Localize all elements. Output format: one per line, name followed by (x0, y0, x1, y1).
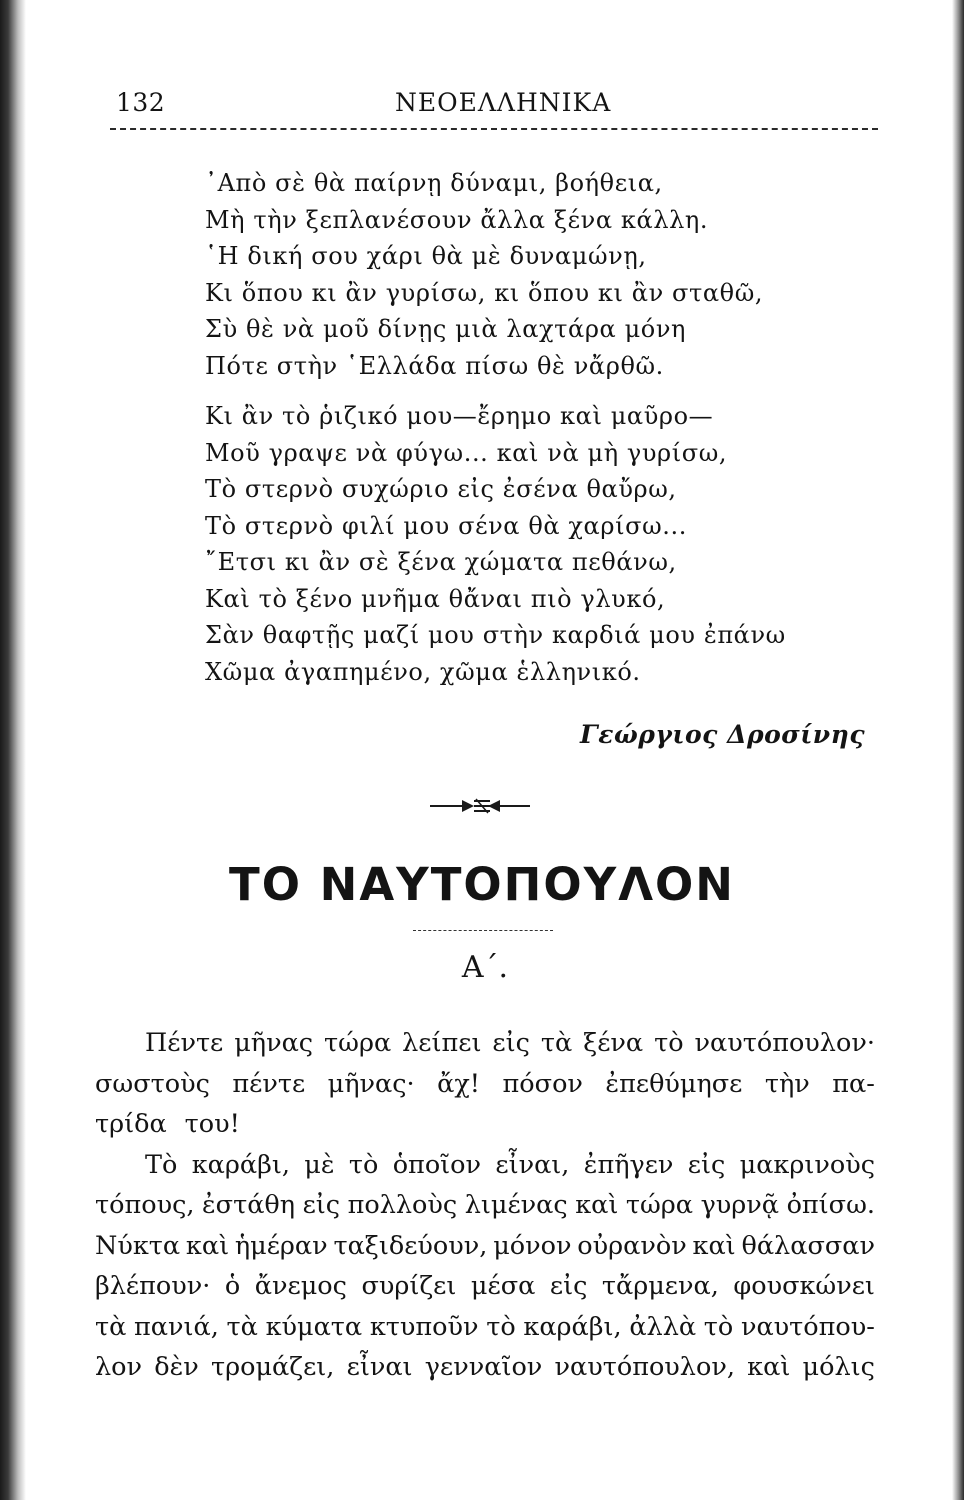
word: ναυτόπουλον, (554, 1352, 735, 1382)
word: ξένα (583, 1028, 644, 1058)
poem-verse: ῾Η δική σου χάρι θὰ μὲ δυναμώνῃ, (205, 242, 647, 270)
prose-line (95, 1145, 875, 1186)
word: μόλις (802, 1352, 875, 1382)
word: τἄρμενα, (601, 1271, 719, 1301)
word: ναυτόπου- (740, 1311, 875, 1342)
word: γυρνᾷ (700, 1190, 780, 1220)
word: πανιά, (134, 1311, 219, 1342)
word: Νύκτα (95, 1230, 181, 1261)
word: λον (95, 1352, 143, 1382)
word: καὶ (692, 1230, 736, 1261)
poem-verse: Πότε στὴν ῾Ελλάδα πίσω θὲ νἄρθῶ. (205, 351, 664, 380)
word: πόσον (502, 1068, 583, 1099)
word: σωστοὺς (95, 1068, 210, 1099)
word: κτυποῦν (369, 1311, 479, 1342)
poem-verse: Καὶ τὸ ξένο μνῆμα θἄναι πιὸ γλυκό, (205, 584, 666, 613)
word: Τὸ (145, 1149, 178, 1180)
word: τὸ (654, 1028, 684, 1058)
page-edge-shadow-right (952, 0, 964, 1500)
word: ὀπίσω. (786, 1190, 875, 1220)
word: ναυτόπουλον· (694, 1028, 875, 1058)
poem-verse: ᾿Απὸ σὲ θὰ παίρνῃ δύναμι, βοήθεια, (205, 169, 663, 197)
word: μὲ (304, 1149, 335, 1180)
word: τὰ (95, 1311, 127, 1342)
header-rule (110, 128, 878, 130)
word: τρίδα (95, 1109, 167, 1139)
prose-line (95, 1104, 875, 1145)
word: καὶ (575, 1190, 619, 1220)
word: μῆνας· (327, 1068, 415, 1099)
section-ornament-icon (428, 794, 532, 818)
word: θάλασσαν (741, 1230, 875, 1261)
word: καράβι, (191, 1149, 290, 1180)
word: ἡμέραν (234, 1230, 328, 1261)
word: μέσα (470, 1271, 536, 1301)
word: βλέπουν· (95, 1271, 211, 1301)
poem-verse: Χῶμα ἀγαπημένο, χῶμα ἑλληνικό. (205, 657, 641, 686)
title-rule (413, 930, 553, 931)
word: τώρα (625, 1190, 694, 1220)
page-edge-shadow (0, 0, 26, 1500)
prose-line (95, 1185, 875, 1226)
word: τὰ (226, 1311, 258, 1342)
poem (205, 165, 855, 704)
word: λιμένας (464, 1190, 568, 1220)
prose-line (95, 1266, 875, 1307)
word: εἰς (492, 1028, 530, 1058)
word: μόνον (493, 1230, 572, 1261)
word: Πέντε (145, 1028, 224, 1058)
poem-verse: Μὴ τὴν ξεπλανέσουν ἄλλα ξένα κάλλη. (205, 205, 709, 234)
word: καὶ (747, 1352, 791, 1382)
paragraph (95, 1023, 875, 1145)
poem-verse: Μοῦ γραψε νὰ φύγω... καὶ νὰ μὴ γυρίσω, (205, 438, 728, 467)
word: οὐρανὸν (577, 1230, 687, 1261)
poem-verse: ῎Ετσι κι ἂν σὲ ξένα χώματα πεθάνω, (205, 548, 677, 576)
word: τώρα (324, 1028, 392, 1058)
word: ἐπεθύμησε (605, 1068, 743, 1099)
word: εἰς (302, 1190, 341, 1220)
word: πα- (832, 1068, 875, 1099)
word: ὁ (224, 1271, 241, 1301)
word: εἶναι, (495, 1149, 570, 1180)
word: γενναῖον (424, 1352, 543, 1382)
word: τὴν (764, 1068, 810, 1099)
word: του! (184, 1109, 240, 1139)
word: καὶ (185, 1230, 230, 1261)
word: εἶναι (346, 1352, 413, 1382)
paragraph (95, 1145, 875, 1388)
word: ταξιδεύουν, (333, 1230, 488, 1261)
word: ἐπῆγεν (583, 1149, 674, 1180)
prose-line (95, 1347, 875, 1388)
word: τὸ (348, 1149, 379, 1180)
poem-stanza (205, 398, 855, 690)
word: δὲν (154, 1352, 199, 1382)
word: συρίζει (361, 1271, 457, 1301)
poem-author: Γεώργιος Δροσίνης (580, 720, 866, 749)
poem-stanza (205, 165, 855, 384)
chapter-number: Α΄. (461, 950, 509, 985)
poem-verse: Κι ὅπου κι ἂν γυρίσω, κι ὅπου κι ἂν σταθῶ, (205, 278, 764, 307)
prose-line (95, 1307, 875, 1348)
poem-verse: Τὸ στερνὸ φιλί μου σένα θὰ χαρίσω... (205, 511, 687, 540)
poem-verse: Κι ἂν τὸ ῥιζικό μου—ἔρημο καὶ μαῦρο— (205, 402, 714, 430)
word: καράβι, (523, 1311, 622, 1342)
word: τόπους, (95, 1190, 195, 1220)
word: τρομάζει, (211, 1352, 335, 1382)
word: ἄχ! (437, 1068, 481, 1099)
word: ἀλλὰ (629, 1311, 697, 1342)
poem-verse: Σὰν θαφτῇς μαζί μου στὴν καρδιά μου ἐπάνω (205, 621, 786, 649)
word: τὰ (540, 1028, 573, 1058)
poem-verse: Τὸ στερνὸ συχώριο εἰς ἐσένα θαὔρω, (205, 475, 677, 503)
story-title: ΤΟ ΝΑΥΤΟΠΟΥΛΟΝ (229, 858, 735, 911)
prose-line (95, 1064, 875, 1105)
word: μῆνας (234, 1028, 314, 1058)
word: εἰς (687, 1149, 726, 1180)
word: φουσκώνει (733, 1271, 875, 1301)
word: μακρινοὺς (739, 1149, 875, 1180)
word: τὸ (486, 1311, 516, 1342)
word: λείπει (402, 1028, 482, 1058)
prose-line (95, 1023, 875, 1064)
word: πέντε (232, 1068, 306, 1099)
prose-line (95, 1226, 875, 1267)
word: τὸ (703, 1311, 734, 1342)
word: ἐστάθη (202, 1190, 296, 1220)
running-head: ΝΕΟΕΛΛΗΝΙΚΑ (395, 88, 612, 117)
word: πολλοὺς (347, 1190, 458, 1220)
word: ἄνεμος (254, 1271, 347, 1301)
poem-verse: Σὺ θὲ νὰ μοῦ δίνῃς μιὰ λαχτάρα μόνη (205, 315, 686, 343)
word: εἰς (549, 1271, 588, 1301)
page-header (110, 88, 880, 128)
page-number: 132 (116, 88, 166, 117)
word: ὁποῖον (392, 1149, 482, 1180)
word: κύματα (265, 1311, 363, 1342)
story-text (95, 1023, 875, 1388)
